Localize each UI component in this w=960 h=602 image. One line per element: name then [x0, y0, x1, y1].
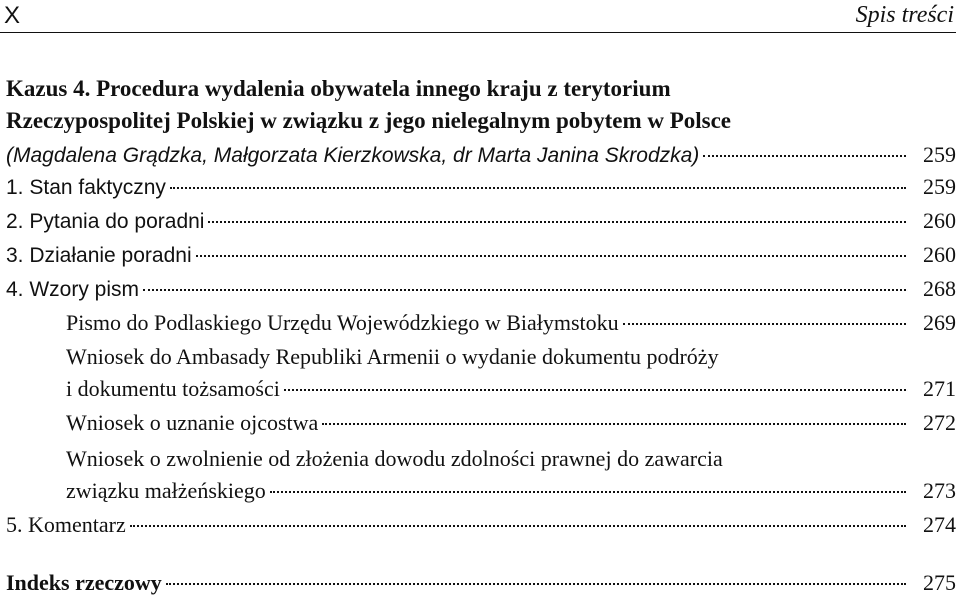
- entry-label: 5. Komentarz: [6, 512, 126, 537]
- entry-label: Indeks rzeczowy: [6, 570, 162, 595]
- toc-entry-pytania[interactable]: [6, 208, 956, 238]
- header-running-title: Spis treści: [855, 2, 954, 28]
- entry-label: Pismo do Podlaskiego Urzędu Wojewódzkiego w Białymstoku: [66, 310, 619, 335]
- dot-leader: [208, 221, 906, 223]
- page-number: 269: [923, 310, 956, 335]
- entry-label: Wniosek o uznanie ojcostwa: [66, 410, 319, 435]
- page-number: 273: [923, 478, 956, 503]
- entry-label: 2. Pytania do poradni: [6, 210, 205, 233]
- header-left-mark: X: [4, 2, 21, 29]
- dot-leader: [703, 155, 906, 157]
- toc-subentry-zwolnienie[interactable]: [66, 478, 956, 508]
- page-number: 259: [923, 142, 956, 167]
- subentry-ambasada-line-1: Wniosek do Ambasady Republiki Armenii o wydanie dokumentu podróży: [66, 344, 719, 369]
- toc-entry-dzialanie[interactable]: [6, 242, 956, 272]
- dot-leader: [270, 491, 906, 493]
- entry-label: 1. Stan faktyczny: [6, 176, 166, 199]
- toc-entry-komentarz[interactable]: [6, 512, 956, 542]
- toc-entry-wzory-pism[interactable]: [6, 276, 956, 306]
- dot-leader: [284, 389, 906, 391]
- dot-leader: [130, 525, 906, 527]
- toc-entry-stan-faktyczny[interactable]: [6, 174, 956, 204]
- subentry-zwolnienie-line-1: Wniosek o zwolnienie od złożenia dowodu zdolności prawnej do zawarcia: [66, 446, 723, 471]
- entry-label: 3. Działanie poradni: [6, 244, 192, 267]
- page-number: 260: [923, 208, 956, 233]
- toc-entry-indeks[interactable]: [6, 570, 956, 600]
- page-number: 268: [923, 276, 956, 301]
- page-number: 275: [923, 570, 956, 595]
- page-number: 274: [923, 512, 956, 537]
- dot-leader: [143, 289, 906, 291]
- page-number: 259: [923, 174, 956, 199]
- toc-subentry-pismo-podlaski[interactable]: [66, 310, 956, 340]
- page-number: 260: [923, 242, 956, 267]
- page-header: [0, 0, 956, 33]
- dot-leader: [170, 187, 906, 189]
- section-title-line-1: Kazus 4. Procedura wydalenia obywatela innego kraju z terytorium: [6, 76, 671, 101]
- entry-label: 4. Wzory pism: [6, 278, 140, 301]
- page-number: 272: [923, 410, 956, 435]
- toc-entry-authors[interactable]: [6, 142, 956, 172]
- authors-label: (Magdalena Grądzka, Małgorzata Kierzkowska, dr Marta Janina Skrodzka): [6, 144, 700, 167]
- dot-leader: [623, 323, 906, 325]
- dot-leader: [196, 255, 906, 257]
- toc-subentry-ambasada[interactable]: [66, 376, 956, 406]
- page-number: 271: [923, 376, 956, 401]
- section-title-line-2: Rzeczypospolitej Polskiej w związku z jego nielegalnym pobytem w Polsce: [6, 108, 732, 133]
- toc-subentry-ojcostwo[interactable]: [66, 410, 956, 440]
- dot-leader: [322, 423, 906, 425]
- entry-label: związku małżeńskiego: [66, 478, 266, 503]
- dot-leader: [166, 583, 906, 585]
- entry-label: i dokumentu tożsamości: [66, 376, 280, 401]
